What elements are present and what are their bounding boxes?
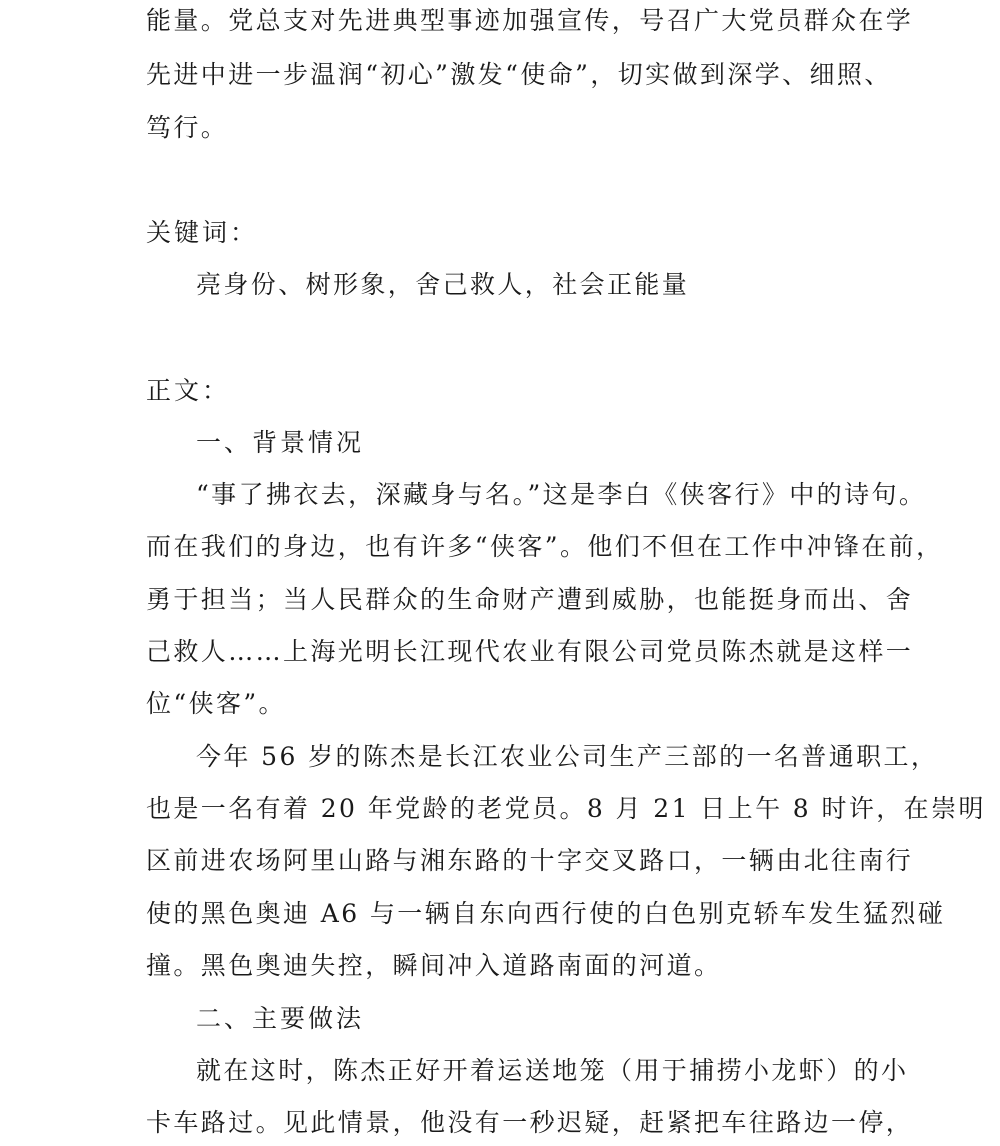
s1p1-line-3: 勇于担当；当人民群众的生命财产遭到威胁，也能挺身而出、舍 <box>146 585 914 614</box>
section2-title: 二、主要做法 <box>196 1004 365 1033</box>
keywords-text: 亮身份、树形象，舍己救人，社会正能量 <box>196 270 690 299</box>
s1p2-line-5: 撞。黑色奥迪失控，瞬间冲入道路南面的河道。 <box>146 951 722 980</box>
s2p1-line-2: 卡车路过。见此情景，他没有一秒迟疑，赶紧把车往路边一停， <box>146 1108 914 1137</box>
s1p1-line-2: 而在我们的身边，也有许多“侠客”。他们不但在工作中冲锋在前， <box>146 532 944 561</box>
s1p1-line-4: 己救人……上海光明长江现代农业有限公司党员陈杰就是这样一 <box>146 637 914 666</box>
s1p1-line-1: “事了拂衣去，深藏身与名。”这是李白《侠客行》中的诗句。 <box>196 480 927 509</box>
intro-line-2: 先进中进一步温润“初心”激发“使命”，切实做到深学、细照、 <box>146 60 892 89</box>
keywords-label: 关键词： <box>146 218 259 247</box>
s1p2-line-3: 区前进农场阿里山路与湘东路的十字交叉路口，一辆由北往南行 <box>146 846 914 875</box>
body-label: 正文： <box>146 376 231 405</box>
s1p2-line-2: 也是一名有着 20 年党龄的老党员。8 月 21 日上午 8 时许，在崇明 <box>146 794 986 823</box>
intro-line-1: 能量。党总支对先进典型事迹加强宣传，号召广大党员群众在学 <box>146 6 914 35</box>
intro-line-3: 笃行。 <box>146 113 229 142</box>
s1p1-line-5: 位“侠客”。 <box>146 689 286 718</box>
s2p1-line-1: 就在这时，陈杰正好开着运送地笼（用于捕捞小龙虾）的小 <box>196 1056 909 1085</box>
section1-title: 一、背景情况 <box>196 428 365 457</box>
s1p2-line-1: 今年 56 岁的陈杰是长江农业公司生产三部的一名普通职工， <box>196 742 939 771</box>
s1p2-line-4: 使的黑色奥迪 A6 与一辆自东向西行使的白色别克轿车发生猛烈碰 <box>146 899 946 928</box>
